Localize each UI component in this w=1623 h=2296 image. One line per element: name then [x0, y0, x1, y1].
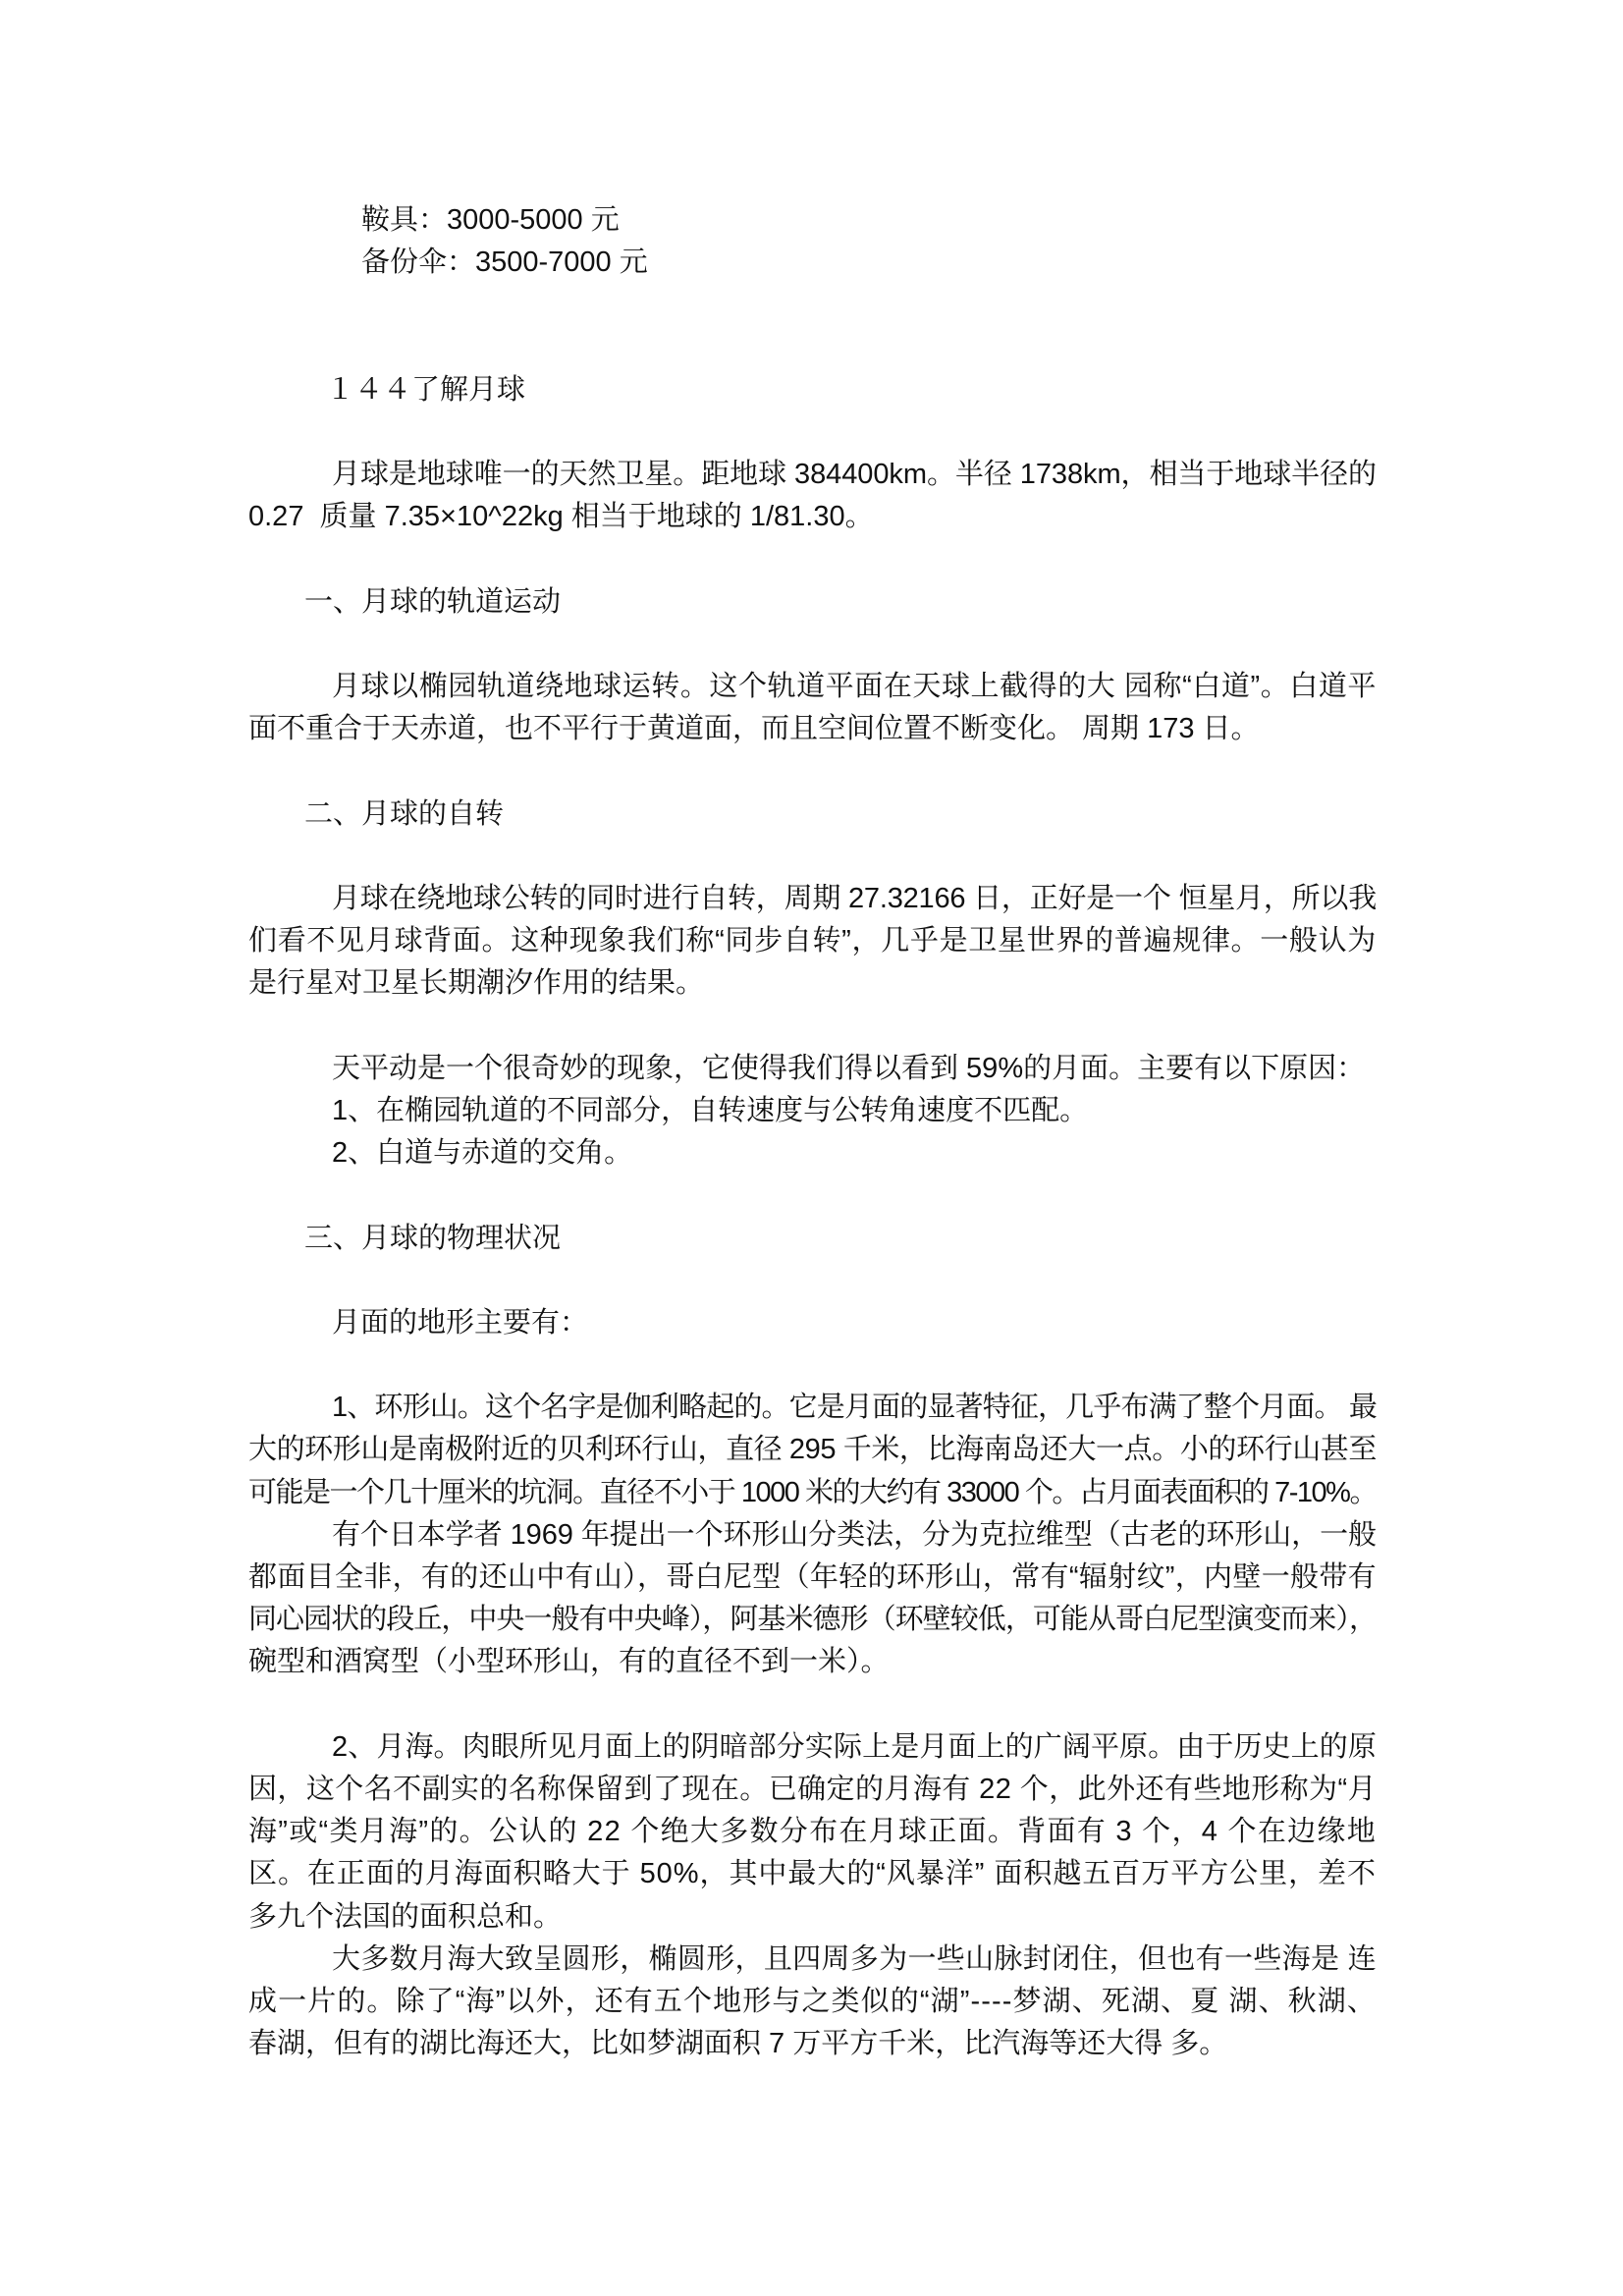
list-item-text: 1、在椭园轨道的不同部分，自转速度与公转角速度不匹配。 [332, 1094, 1089, 1126]
spacer [248, 1175, 1378, 1217]
spacer [248, 624, 1378, 666]
paragraph-line-text: 1、环形山。这个名字是伽利略起的。它是月面的显著特征，几乎布满了整个月面。 最 [332, 1392, 1377, 1424]
paragraph-line [248, 1853, 1378, 1895]
paragraph-line-text: 月球是地球唯一的天然卫星。距地球 384400km。半径 1738km，相当于地球半径的 [332, 459, 1377, 491]
paragraph-line [248, 1048, 1378, 1090]
paragraph-line-text: 大的环形山是南极附近的贝利环行山，直径 295 千米，比海南岛还大一点。小的环行山甚至 [248, 1434, 1377, 1466]
paragraph-line-text: 月球在绕地球公转的同时进行自转，周期 27.32166 日，正好是一个 恒星月，所以我 [332, 883, 1377, 914]
price-line [248, 199, 1378, 242]
paragraph-line [248, 962, 1378, 1005]
paragraph-line-text: 区。在正面的月海面积略大于 50%，其中最大的“风暴洋” 面积越五百万平方公里，差不 [248, 1858, 1377, 1890]
paragraph-line-text: 们看不见月球背面。这种现象我们称“同步自转”，几乎是卫星世界的普遍规律。一般认为 [248, 925, 1377, 957]
paragraph-line [248, 454, 1378, 496]
paragraph-line [248, 1557, 1378, 1599]
list-item-text: 2、白道与赤道的交角。 [332, 1137, 633, 1170]
paragraph-line [248, 708, 1378, 750]
paragraph-line [248, 496, 1378, 538]
spacer [248, 327, 1378, 369]
paragraph-line-text: 天平动是一个很奇妙的现象，它使得我们得以看到 59%的月面。主要有以下原因： [332, 1052, 1366, 1084]
section-heading-text: 三、月球的物理状况 [304, 1222, 562, 1254]
paragraph-line [248, 1302, 1378, 1344]
paragraph-line-text: 成一片的。除了“海”以外，还有五个地形与之类似的“湖”----梦湖、死湖、夏 湖、秋湖、 [248, 1985, 1377, 2017]
list-item [248, 1132, 1378, 1175]
paragraph-line [248, 1939, 1378, 1981]
paragraph-line-text: 面不重合于天赤道，也不平行于黄道面，而且空间位置不断变化。 周期 173 日。 [248, 713, 1260, 745]
price-line-text: 鞍具：3000-5000 元 [361, 204, 620, 236]
paragraph-line-text: 都面目全非，有的还山中有山），哥白尼型（年轻的环形山，常有“辐射纹”，内壁一般带有 [248, 1561, 1377, 1593]
paragraph-line [248, 1769, 1378, 1811]
paragraph-line [248, 1472, 1378, 1514]
section-heading-text: 二、月球的自转 [304, 797, 505, 830]
paragraph-line-text: 因，这个名不副实的名称保留到了现在。已确定的月海有 22 个，此外还有些地形称为“月 [248, 1773, 1377, 1805]
section-heading [248, 581, 1378, 624]
paragraph-line [248, 1811, 1378, 1853]
paragraph-line [248, 1641, 1378, 1683]
paragraph-line [248, 2023, 1378, 2065]
paragraph-line-text: 碗型和酒窝型（小型环形山，有的直径不到一米）。 [248, 1646, 890, 1678]
paragraph-line-text: 是行星对卫星长期潮汐作用的结果。 [248, 967, 705, 1000]
paragraph-line [248, 1896, 1378, 1939]
paragraph-line-text: 多九个法国的面积总和。 [248, 1900, 563, 1933]
paragraph-line [248, 878, 1378, 920]
section-title-text: １４４了解月球 [326, 373, 526, 406]
document-body [248, 199, 1378, 2065]
spacer [248, 1684, 1378, 1726]
paragraph-line-text: 0.27 质量 7.35×10^22kg 相当于地球的 1/81.30。 [248, 501, 874, 533]
paragraph-line [248, 1429, 1378, 1471]
paragraph-line [248, 666, 1378, 708]
spacer [248, 1344, 1378, 1387]
paragraph-line-text: 月球以椭园轨道绕地球运转。这个轨道平面在天球上截得的大 园称“白道”。白道平 [332, 671, 1377, 703]
paragraph-line-text: 大多数月海大致呈圆形，椭圆形，且四周多为一些山脉封闭住，但也有一些海是 连 [332, 1942, 1377, 1975]
paragraph-line [248, 1514, 1378, 1557]
section-heading [248, 793, 1378, 836]
section-title [248, 369, 1378, 411]
paragraph-line-text: 月面的地形主要有： [332, 1306, 589, 1339]
paragraph-line [248, 1387, 1378, 1429]
paragraph-line-text: 2、月海。肉眼所见月面上的阴暗部分实际上是月面上的广阔平原。由于历史上的原 [332, 1730, 1377, 1763]
price-line [248, 242, 1378, 284]
paragraph-line-text: 海”或“类月海”的。公认的 22 个绝大多数分布在月球正面。背面有 3 个，4 个在边缘地 [248, 1816, 1377, 1848]
spacer [248, 836, 1378, 878]
spacer [248, 284, 1378, 326]
spacer [248, 1006, 1378, 1048]
price-line-text: 备份伞：3500-7000 元 [361, 246, 648, 279]
section-heading [248, 1218, 1378, 1260]
spacer [248, 750, 1378, 793]
section-heading-text: 一、月球的轨道运动 [304, 585, 562, 618]
paragraph-line [248, 1981, 1378, 2023]
paragraph-line-text: 有个日本学者 1969 年提出一个环形山分类法，分为克拉维型（古老的环形山，一般 [332, 1518, 1377, 1551]
paragraph-line [248, 1726, 1378, 1769]
paragraph-line-text: 同心园状的段丘，中央一般有中央峰），阿基米德形（环壁较低，可能从哥白尼型演变而来）， [248, 1604, 1377, 1636]
paragraph-line-text: 春湖，但有的湖比海还大，比如梦湖面积 7 万平方千米，比汽海等还大得 多。 [248, 2028, 1228, 2060]
list-item [248, 1090, 1378, 1132]
paragraph-line-text: 可能是一个几十厘米的坑洞。直径不小于 1000 米的大约有 33000 个。占月面表面积的 7-10%。 [248, 1476, 1377, 1508]
paragraph-line [248, 920, 1378, 962]
spacer [248, 539, 1378, 581]
paragraph-line [248, 1599, 1378, 1641]
spacer [248, 411, 1378, 454]
spacer [248, 1260, 1378, 1302]
